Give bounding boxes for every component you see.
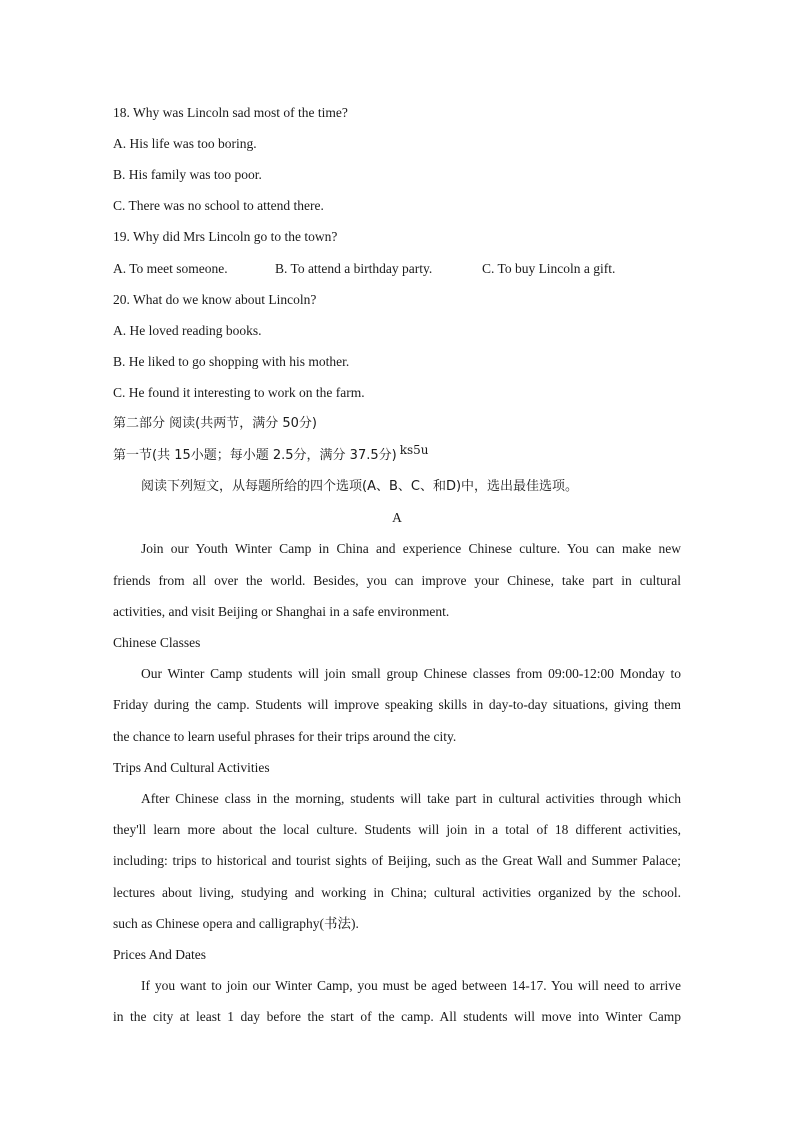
section-one-title [113,443,429,464]
trips-line-1: After Chinese class in the morning, students will take part in cultural activities through which [141,791,681,806]
question-19-option-a: A. To meet someone. [113,261,228,276]
part-two-title: 第二部分 阅读(共两节，满分 50分) [113,416,317,431]
question-19-stem: 19. Why did Mrs Lincoln go to the town? [113,229,338,244]
ks5u-watermark: ks5u [399,443,429,457]
heading-trips-activities: Trips And Cultural Activities [113,760,270,775]
trips-line-5: such as Chinese opera and calligraphy(书法). [113,916,359,931]
question-18-option-a: A. His life was too boring. [113,136,257,151]
question-18-option-c: C. There was no school to attend there. [113,198,324,213]
heading-prices-dates: Prices And Dates [113,947,206,962]
intro-line-3: activities, and visit Beijing or Shanghai in a safe environment. [113,604,450,619]
prices-line-2: in the city at least 1 day before the start of the camp. All students will move into Winter Camp [113,1009,681,1024]
question-18-stem: 18. Why was Lincoln sad most of the time? [113,105,348,120]
question-20-option-a: A. He loved reading books. [113,323,262,338]
question-18-option-b: B. His family was too poor. [113,167,262,182]
reading-instruction: 阅读下列短文，从每题所给的四个选项(A、B、C、和D)中，选出最佳选项。 [141,479,579,494]
prices-line-1: If you want to join our Winter Camp, you must be aged between 14-17. You will need to arrive [141,978,681,993]
question-20-option-c: C. He found it interesting to work on the farm. [113,385,365,400]
question-19-option-b: B. To attend a birthday party. [275,261,433,276]
passage-label: A [392,510,402,525]
question-19-option-c: C. To buy Lincoln a gift. [482,261,616,276]
trips-line-2: they'll learn more about the local culture. Students will join in a total of 18 different activities, [113,822,681,837]
classes-line-3: the chance to learn useful phrases for their trips around the city. [113,729,457,744]
intro-line-1: Join our Youth Winter Camp in China and experience Chinese culture. You can make new [141,541,681,556]
intro-line-2: friends from all over the world. Besides, you can improve your Chinese, take part in cultural [113,573,681,588]
classes-line-2: Friday during the camp. Students will improve speaking skills in day-to-day situations, giving them [113,697,681,712]
question-20-stem: 20. What do we know about Lincoln? [113,292,317,307]
trips-line-4: lectures about living, studying and working in China; cultural activities organized by the school. [113,885,681,900]
section-one-title-text: 第一节(共 15小题；每小题 2.5分，满分 37.5分) [113,448,397,463]
question-20-option-b: B. He liked to go shopping with his mother. [113,354,350,369]
classes-line-1: Our Winter Camp students will join small group Chinese classes from 09:00-12:00 Monday to [141,666,681,681]
heading-chinese-classes: Chinese Classes [113,635,201,650]
trips-line-3: including: trips to historical and tourist sights of Beijing, such as the Great Wall and Summer Palace; [113,853,681,868]
